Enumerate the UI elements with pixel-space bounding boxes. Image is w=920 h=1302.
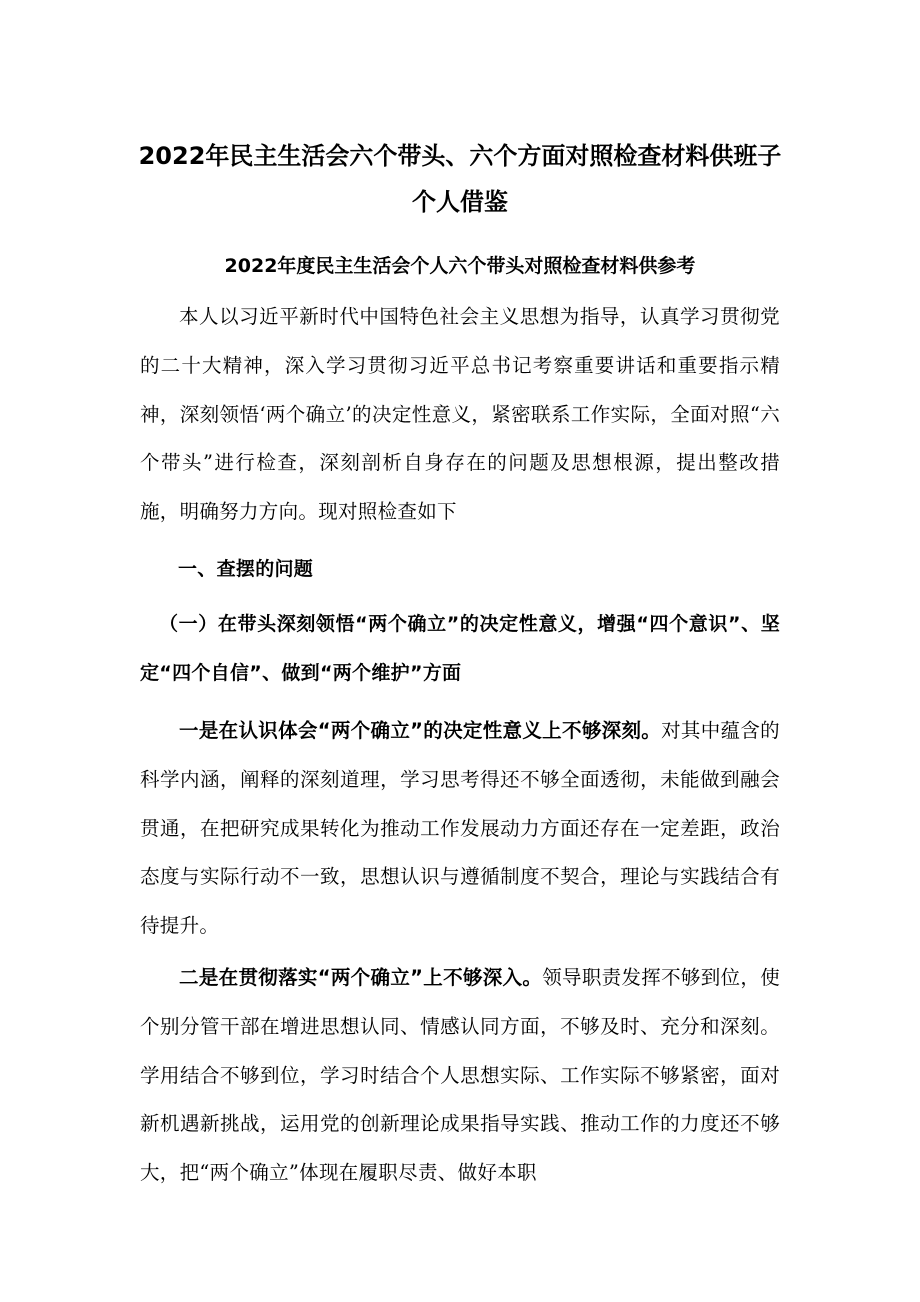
intro-paragraph: 本人以习近平新时代中国特色社会主义思想为指导，认真学习贯彻党的二十大精神，深入学习贯彻习近平总书记考察重要讲话和重要指示精神，深刻领悟‘两个确立’的决定性意义，紧密联系工作实际，全面对照“六个带头”进行检查，深刻剖析自身存在的问题及思想根源，提出整改措施，明确努力方向。现对照检查如下 xyxy=(140,305,780,524)
point-two-body: 领导职责发挥不够到位，使个别分管干部在增进思想认同、情感认同方面，不够及时、充分和深刻。学用结合不够到位，学习时结合个人思想实际、工作实际不够紧密，面对新机遇新挑战，运用党的创新理论成果指导实践、推动工作的力度还不够大，把“两个确立”体现在履职尽责、做好本职 xyxy=(140,966,780,1185)
point-one-body: 对其中蕴含的科学内涵，阐释的深刻道理，学习思考得还不够全面透彻，未能做到融会贯通，在把研究成果转化为推动工作发展动力方面还存在一定差距，政治态度与实际行动不一致，思想认识与遵循制度不契合，理论与实践结合有待提升。 xyxy=(140,719,780,938)
document-title-line-1: 2022年民主生活会六个带头、六个方面对照检查材料供班子 xyxy=(138,142,782,170)
document-title-line-2: 个人借鉴 xyxy=(412,188,508,216)
subsection-heading: （一）在带头深刻领悟“两个确立”的决定性意义，增强“四个意识”、坚定“四个自信”、做到“两个维护”方面 xyxy=(140,613,780,684)
section-heading: 一、查摆的问题 xyxy=(178,558,314,580)
point-two-lead: 二是在贯彻落实“两个确立”上不够深入。 xyxy=(179,966,543,989)
point-one-lead: 一是在认识体会“两个确立”的决定性意义上不够深刻。 xyxy=(179,719,662,742)
point-two-paragraph xyxy=(140,954,780,1198)
point-one-paragraph xyxy=(140,707,780,951)
document-subtitle: 2022年度民主生活会个人六个带头对照检查材料供参考 xyxy=(224,255,696,277)
